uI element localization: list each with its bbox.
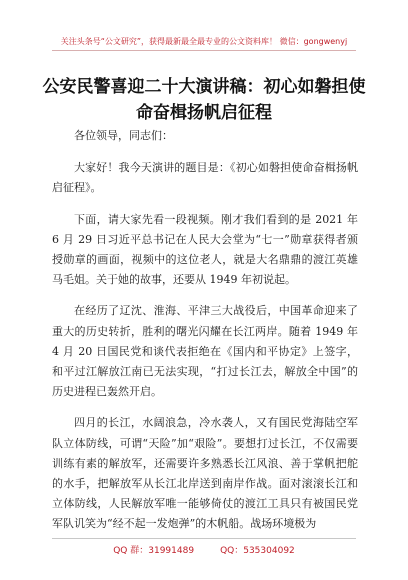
header-banner: 关注头条号“公文研究”，获得最新最全最专业的公文资料库！ 微信：gongwenyj bbox=[60, 37, 348, 46]
footer-qq: QQ：535304092 bbox=[220, 546, 295, 556]
footer-divider bbox=[52, 538, 356, 539]
document-title: 公安民警喜迎二十大演讲稿：初心如磐担使命奋楫扬帆启征程 bbox=[42, 77, 366, 123]
body-paragraph: 下面，请大家先看一段视频。刚才我们看到的是 2021 年 6 月 29 日习近平总书记在人民大会堂为“七一”勋章获得者颁授勋章的画面，视频中的这位老人，就是大名鼎鼎的渡江英雄马毛姐。关于她的故事，还要从 1949 年初说起。 bbox=[52, 212, 358, 287]
footer bbox=[0, 543, 408, 556]
salutation: 各位领导，同志们： bbox=[74, 129, 173, 142]
document-body bbox=[52, 126, 358, 546]
body-paragraph: 大家好！我今天演讲的题目是：《初心如磐担使命奋楫扬帆启征程》。 bbox=[52, 161, 358, 195]
footer-qq-group: QQ 群：31991489 bbox=[113, 546, 195, 556]
body-paragraph: 在经历了辽沈、淮海、平津三大战役后，中国革命迎来了重大的历史转折，胜利的曙光闪耀在长江两岸。随着 1949 年 4 月 20 日国民党和谈代表拒绝在《国内和平协定》上签字，和平过江解放江南已无法实现，“打过长江去，解放全中国”的历史进程已轰然开启。 bbox=[52, 304, 358, 399]
header-divider bbox=[52, 50, 356, 51]
body-paragraph: 四月的长江，水阔浪急，冷水袭人，又有国民党海陆空军队立体防线，可谓“天险”加“艰险”。要想打过长江，不仅需要训练有素的解放军，还需要许多熟悉长江风浪、善于掌帆把舵的水手，把解放军从长江北岸送到南岸作战。面对滚滚长江和立体防线，人民解放军唯一能够倚仗的渡江工具只有被国民党军队讥笑为“经不起一发炮弹”的木帆船。战场环境极为 bbox=[52, 416, 358, 531]
